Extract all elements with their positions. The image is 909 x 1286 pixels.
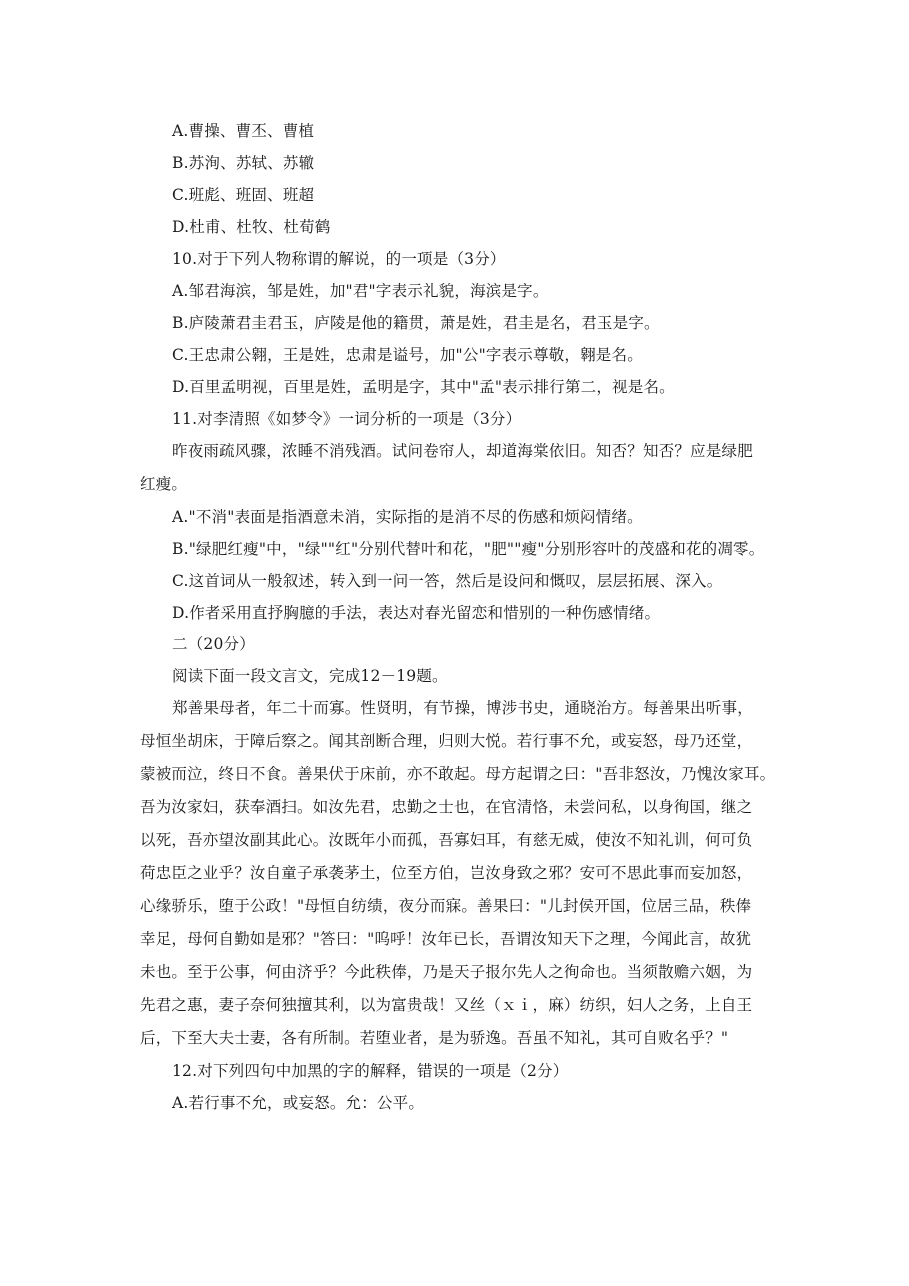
q11-stem: 11.对李清照《如梦令》一词分析的一项是（3分） xyxy=(172,410,522,428)
q11-poem-line-2: 红瘦。 xyxy=(140,475,188,493)
q12-option-a: A.若行事不允，或妄怒。允：公平。 xyxy=(172,1094,425,1112)
passage-line: 荷忠臣之业乎？汝自童子承袭茅土，位至方伯，岂汝身致之邪？安可不思此事而妄加怒， xyxy=(140,864,753,882)
section-2-heading: 二（20分） xyxy=(172,635,255,653)
passage-line: 母恒坐胡床，于障后察之。闻其剖断合理，归则大悦。若行事不允，或妄怒，母乃还堂， xyxy=(140,732,753,750)
q11-option-a: A."不消"表面是指酒意未消，实际指的是消不尽的伤感和烦闷情绪。 xyxy=(172,508,643,526)
q11-poem-line-1: 昨夜雨疏风骤，浓睡不消残酒。试问卷帘人，却道海棠依旧。知否？知否？应是绿肥 xyxy=(172,442,753,460)
passage-line: 幸足，母何自勤如是邪？"答曰："呜呼！汝年已长，吾谓汝知天下之理，今闻此言，故犹 xyxy=(140,930,752,948)
q9-option-b: B.苏洵、苏轼、苏辙 xyxy=(172,154,315,172)
passage-line: 未也。至于公事，何由济乎？今此秩俸，乃是天子报尔先人之徇命也。当须散赡六姻，为 xyxy=(140,963,753,981)
q9-option-d: D.杜甫、杜牧、杜荀鹤 xyxy=(172,218,331,236)
section-2-intro: 阅读下面一段文言文，完成12－19题。 xyxy=(172,667,448,685)
q10-option-b: B.庐陵萧君圭君玉，庐陵是他的籍贯，萧是姓，君圭是名，君玉是字。 xyxy=(172,314,660,332)
q11-option-d: D.作者采用直抒胸臆的手法，表达对春光留恋和惜别的一种伤感情绪。 xyxy=(172,604,661,622)
passage-line: 蒙被而泣，终日不食。善果伏于床前，亦不敢起。母方起谓之曰："吾非怒汝，乃愧汝家耳。 xyxy=(140,765,776,783)
passage-line: 以死，吾亦望汝副其此心。汝既年小而孤，吾寡妇耳，有慈无威，使汝不知礼训，何可负 xyxy=(140,831,753,849)
q10-option-d: D.百里孟明视，百里是姓，孟明是字，其中"孟"表示排行第二，视是名。 xyxy=(172,378,675,396)
q10-stem: 10.对于下列人物称谓的解说，的一项是（3分） xyxy=(172,250,506,268)
q9-option-a: A.曹操、曹丕、曹植 xyxy=(172,122,315,140)
q10-option-c: C.王忠肃公翱，王是姓，忠肃是谥号，加"公"字表示尊敬，翱是名。 xyxy=(172,346,643,364)
q11-option-b: B."绿肥红瘦"中，"绿""红"分别代替叶和花，"肥""瘦"分别形容叶的茂盛和花的凋零。 xyxy=(172,540,765,558)
q9-option-c: C.班彪、班固、班超 xyxy=(172,186,315,204)
passage-line: 后，下至大夫士妻，各有所制。若堕业者，是为骄逸。吾虽不知礼，其可自败名乎？" xyxy=(140,1029,729,1047)
q10-option-a: A.邹君海滨，邹是姓，加"君"字表示礼貌，海滨是字。 xyxy=(172,282,549,300)
passage-line: 心缘骄乐，堕于公政！"母恒自纺绩，夜分而寐。善果曰："儿封侯开国，位居三品，秩俸 xyxy=(140,897,752,915)
q11-option-c: C.这首词从一般叙述，转入到一问一答，然后是设问和慨叹，层层拓展、深入。 xyxy=(172,572,723,590)
q12-stem: 12.对下列四句中加黑的字的解释，错误的一项是（2分） xyxy=(172,1062,569,1080)
passage-line: 吾为汝家妇，获奉酒扫。如汝先君，忠勤之士也，在官清恪，未尝问私，以身徇国，继之 xyxy=(140,798,753,816)
passage-line: 郑善果母者，年二十而寡。性贤明，有节操，博涉书史，通晓治方。每善果出听事， xyxy=(172,699,753,717)
passage-line: 先君之惠，妻子奈何独擅其利，以为富贵哉！又丝（ｘｉ，麻）纺织，妇人之务，上自王 xyxy=(140,996,753,1014)
